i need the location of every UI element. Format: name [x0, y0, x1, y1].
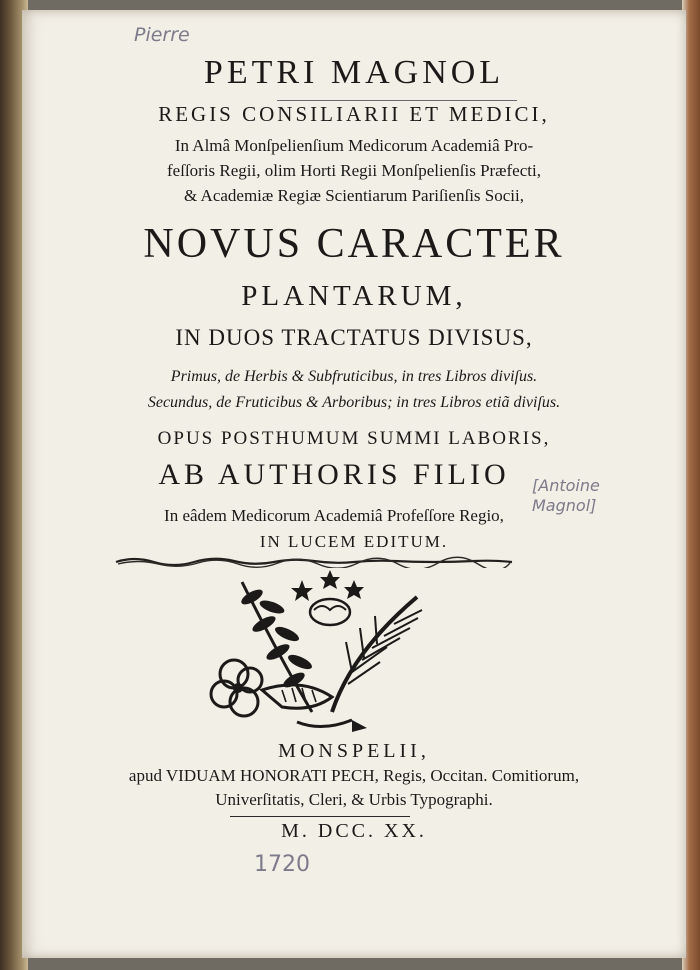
affiliation-line-3: & Academiæ Regiæ Scientiarum Pariſienſis Socii,	[184, 186, 524, 205]
opus-line: OPUS POSTHUMUM SUMMI LABORIS,	[157, 428, 551, 449]
imprint-printer-2: Univerſitatis, Cleri, & Urbis Typographi.	[215, 790, 493, 809]
main-title: NOVUS CARACTER	[143, 221, 565, 267]
printers-ornament	[202, 562, 432, 737]
pencil-annotation-margin: [Antoine Magnol]	[532, 476, 600, 515]
affiliation-line-2: feſſoris Regii, olim Horti Regii Monſpelienſis Præfecti,	[167, 161, 541, 180]
title-page	[22, 10, 686, 958]
author-role: REGIS CONSILIARII ET MEDICI,	[158, 102, 550, 126]
part-two: Secundus, de Fruticibus & Arboribus; in tres Libros etiã diviſus.	[147, 394, 561, 411]
imprint-printer-1: apud VIDUAM HONORATI PECH, Regis, Occitan. Comitiorum,	[128, 766, 580, 785]
author-name: PETRI MAGNOL	[203, 54, 505, 91]
editor-role: In eâdem Medicorum Academiâ Profeſſore Regio,	[164, 506, 504, 525]
affiliation-line-1: In Almâ Monſpelienſium Medicorum Academiâ Pro-	[174, 136, 534, 155]
imprint-city: MONSPELII,	[278, 740, 430, 762]
pencil-annotation-name: Pierre	[134, 24, 190, 46]
part-one: Primus, de Herbis & Subfruticibus, in tres Libros diviſus.	[170, 368, 538, 385]
underline-mark	[277, 100, 517, 101]
editor-line: AB AUTHORIS FILIO	[158, 458, 510, 491]
pencil-annotation-year: 1720	[254, 852, 310, 877]
imprint-date: M. DCC. XX.	[281, 820, 427, 842]
subtitle: PLANTARUM,	[241, 280, 467, 312]
division-line: IN DUOS TRACTATUS DIVISUS,	[175, 325, 533, 350]
imprint-rule	[230, 816, 410, 817]
edited-line: IN LUCEM EDITUM.	[259, 532, 449, 551]
